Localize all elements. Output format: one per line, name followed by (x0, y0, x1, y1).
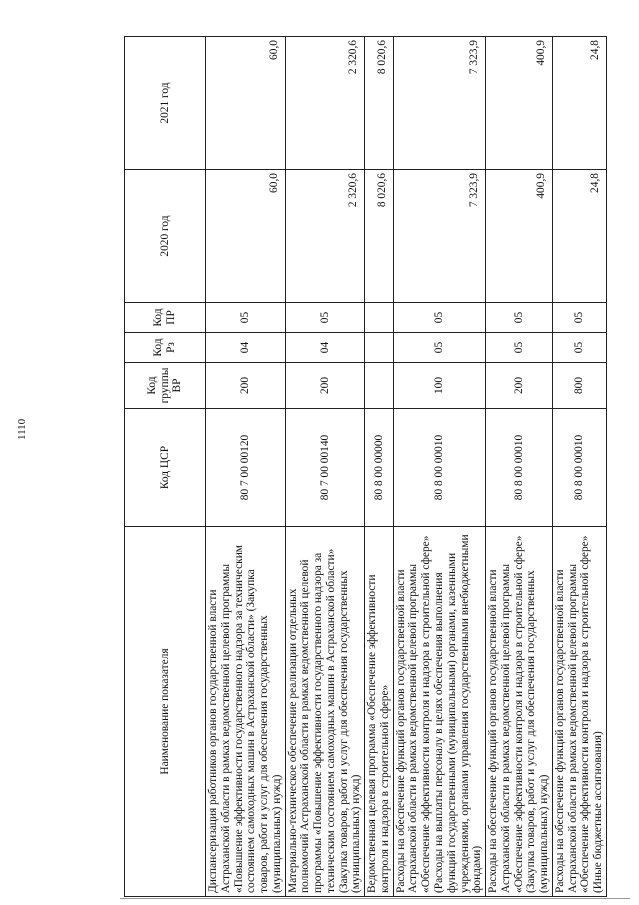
table-row (393, 37, 485, 897)
row-2021: 60,0 (206, 37, 286, 170)
row-rz: 05 (486, 333, 553, 363)
budget-table-rotated (124, 37, 605, 897)
row-csr: 80 8 00 00010 (393, 409, 485, 527)
row-rz: 05 (552, 333, 606, 363)
header-2020: 2020 год (125, 170, 206, 303)
row-rz: 04 (285, 333, 365, 363)
row-2021: 400,9 (486, 37, 553, 170)
row-2020: 24,8 (552, 170, 606, 303)
row-pr: 05 (285, 303, 365, 333)
row-csr: 80 7 00 00120 (206, 409, 286, 527)
row-2021: 2 320,6 (285, 37, 365, 170)
row-csr: 80 7 00 00140 (285, 409, 365, 527)
row-csr: 80 8 00 00010 (552, 409, 606, 527)
row-rz (365, 333, 394, 363)
header-pr: Код ПР (125, 303, 206, 333)
row-vr (365, 363, 394, 409)
header-name: Наименование показателя (125, 527, 206, 897)
row-name: Ведомственная целевая программа «Обеспечение эффективности контроля и надзора в строительной сфере» (365, 527, 394, 897)
row-pr: 05 (206, 303, 286, 333)
row-pr: 05 (486, 303, 553, 333)
row-vr: 200 (486, 363, 553, 409)
row-pr (365, 303, 394, 333)
row-csr: 80 8 00 00010 (486, 409, 553, 527)
row-2021: 8 020,6 (365, 37, 394, 170)
row-vr: 200 (285, 363, 365, 409)
row-pr: 05 (393, 303, 485, 333)
budget-table (124, 36, 607, 897)
row-2020: 7 323,9 (393, 170, 485, 303)
row-vr: 200 (206, 363, 286, 409)
row-csr: 80 8 00 00000 (365, 409, 394, 527)
scan-edge-line (120, 898, 630, 899)
row-2021: 7 323,9 (393, 37, 485, 170)
table-row (486, 37, 553, 897)
header-2021: 2021 год (125, 37, 206, 170)
table-row (552, 37, 606, 897)
table-header-row (125, 37, 206, 897)
row-2020: 400,9 (486, 170, 553, 303)
row-name: Расходы на обеспечение функций органов государственной власти Астраханской области в рамках ведомственной целевой программы «Обеспечение эффективности контроля и надзора в строительной сфере» (Расходы на выплаты персоналу в целях обеспечения выполнения функций государственными (муниципальными) органами, казенными учреждениями, органами управления государственными внебюджетными фондами) (393, 527, 485, 897)
page-number: 1110 (16, 418, 28, 440)
row-2020: 60,0 (206, 170, 286, 303)
row-vr: 100 (393, 363, 485, 409)
header-vr: Код группы ВР (125, 363, 206, 409)
row-2021: 24,8 (552, 37, 606, 170)
table-row (365, 37, 394, 897)
table-row (206, 37, 286, 897)
row-name: Диспансеризация работников органов государственной власти Астраханской области в рамках ведомственной целевой программы «Повышение эффективности государственного надзора за техническим состоянием самоходных машин в Астраханской области» (Закупка товаров, работ и услуг для обеспечения государственных (муниципальных) нужд) (206, 527, 286, 897)
row-name: Расходы на обеспечение функций органов государственной власти Астраханской области в рамках ведомственной целевой программы «Обеспечение эффективности контроля и надзора в строительной сфере» (Иные бюджетные ассигнования) (552, 527, 606, 897)
table-row (285, 37, 365, 897)
row-2020: 8 020,6 (365, 170, 394, 303)
row-name: Материально-техническое обеспечение реализации отдельных полномочий Астраханской области в рамках ведомственной целевой программы «Повышение эффективности государственного надзора за техническим состоянием самоходных машин в Астраханской области» (Закупка товаров, работ и услуг для обеспечения государственных (муниципальных) нужд) (285, 527, 365, 897)
row-pr: 05 (552, 303, 606, 333)
header-rz: Код Рз (125, 333, 206, 363)
row-rz: 05 (393, 333, 485, 363)
row-name: Расходы на обеспечение функций органов государственной власти Астраханской области в рамках ведомственной целевой программы «Обеспечение эффективности контроля и надзора в строительной сфере» (Закупка товаров, работ и услуг для обеспечения государственных (муниципальных) нужд) (486, 527, 553, 897)
row-2020: 2 320,6 (285, 170, 365, 303)
header-csr: Код ЦСР (125, 409, 206, 527)
row-vr: 800 (552, 363, 606, 409)
row-rz: 04 (206, 333, 286, 363)
